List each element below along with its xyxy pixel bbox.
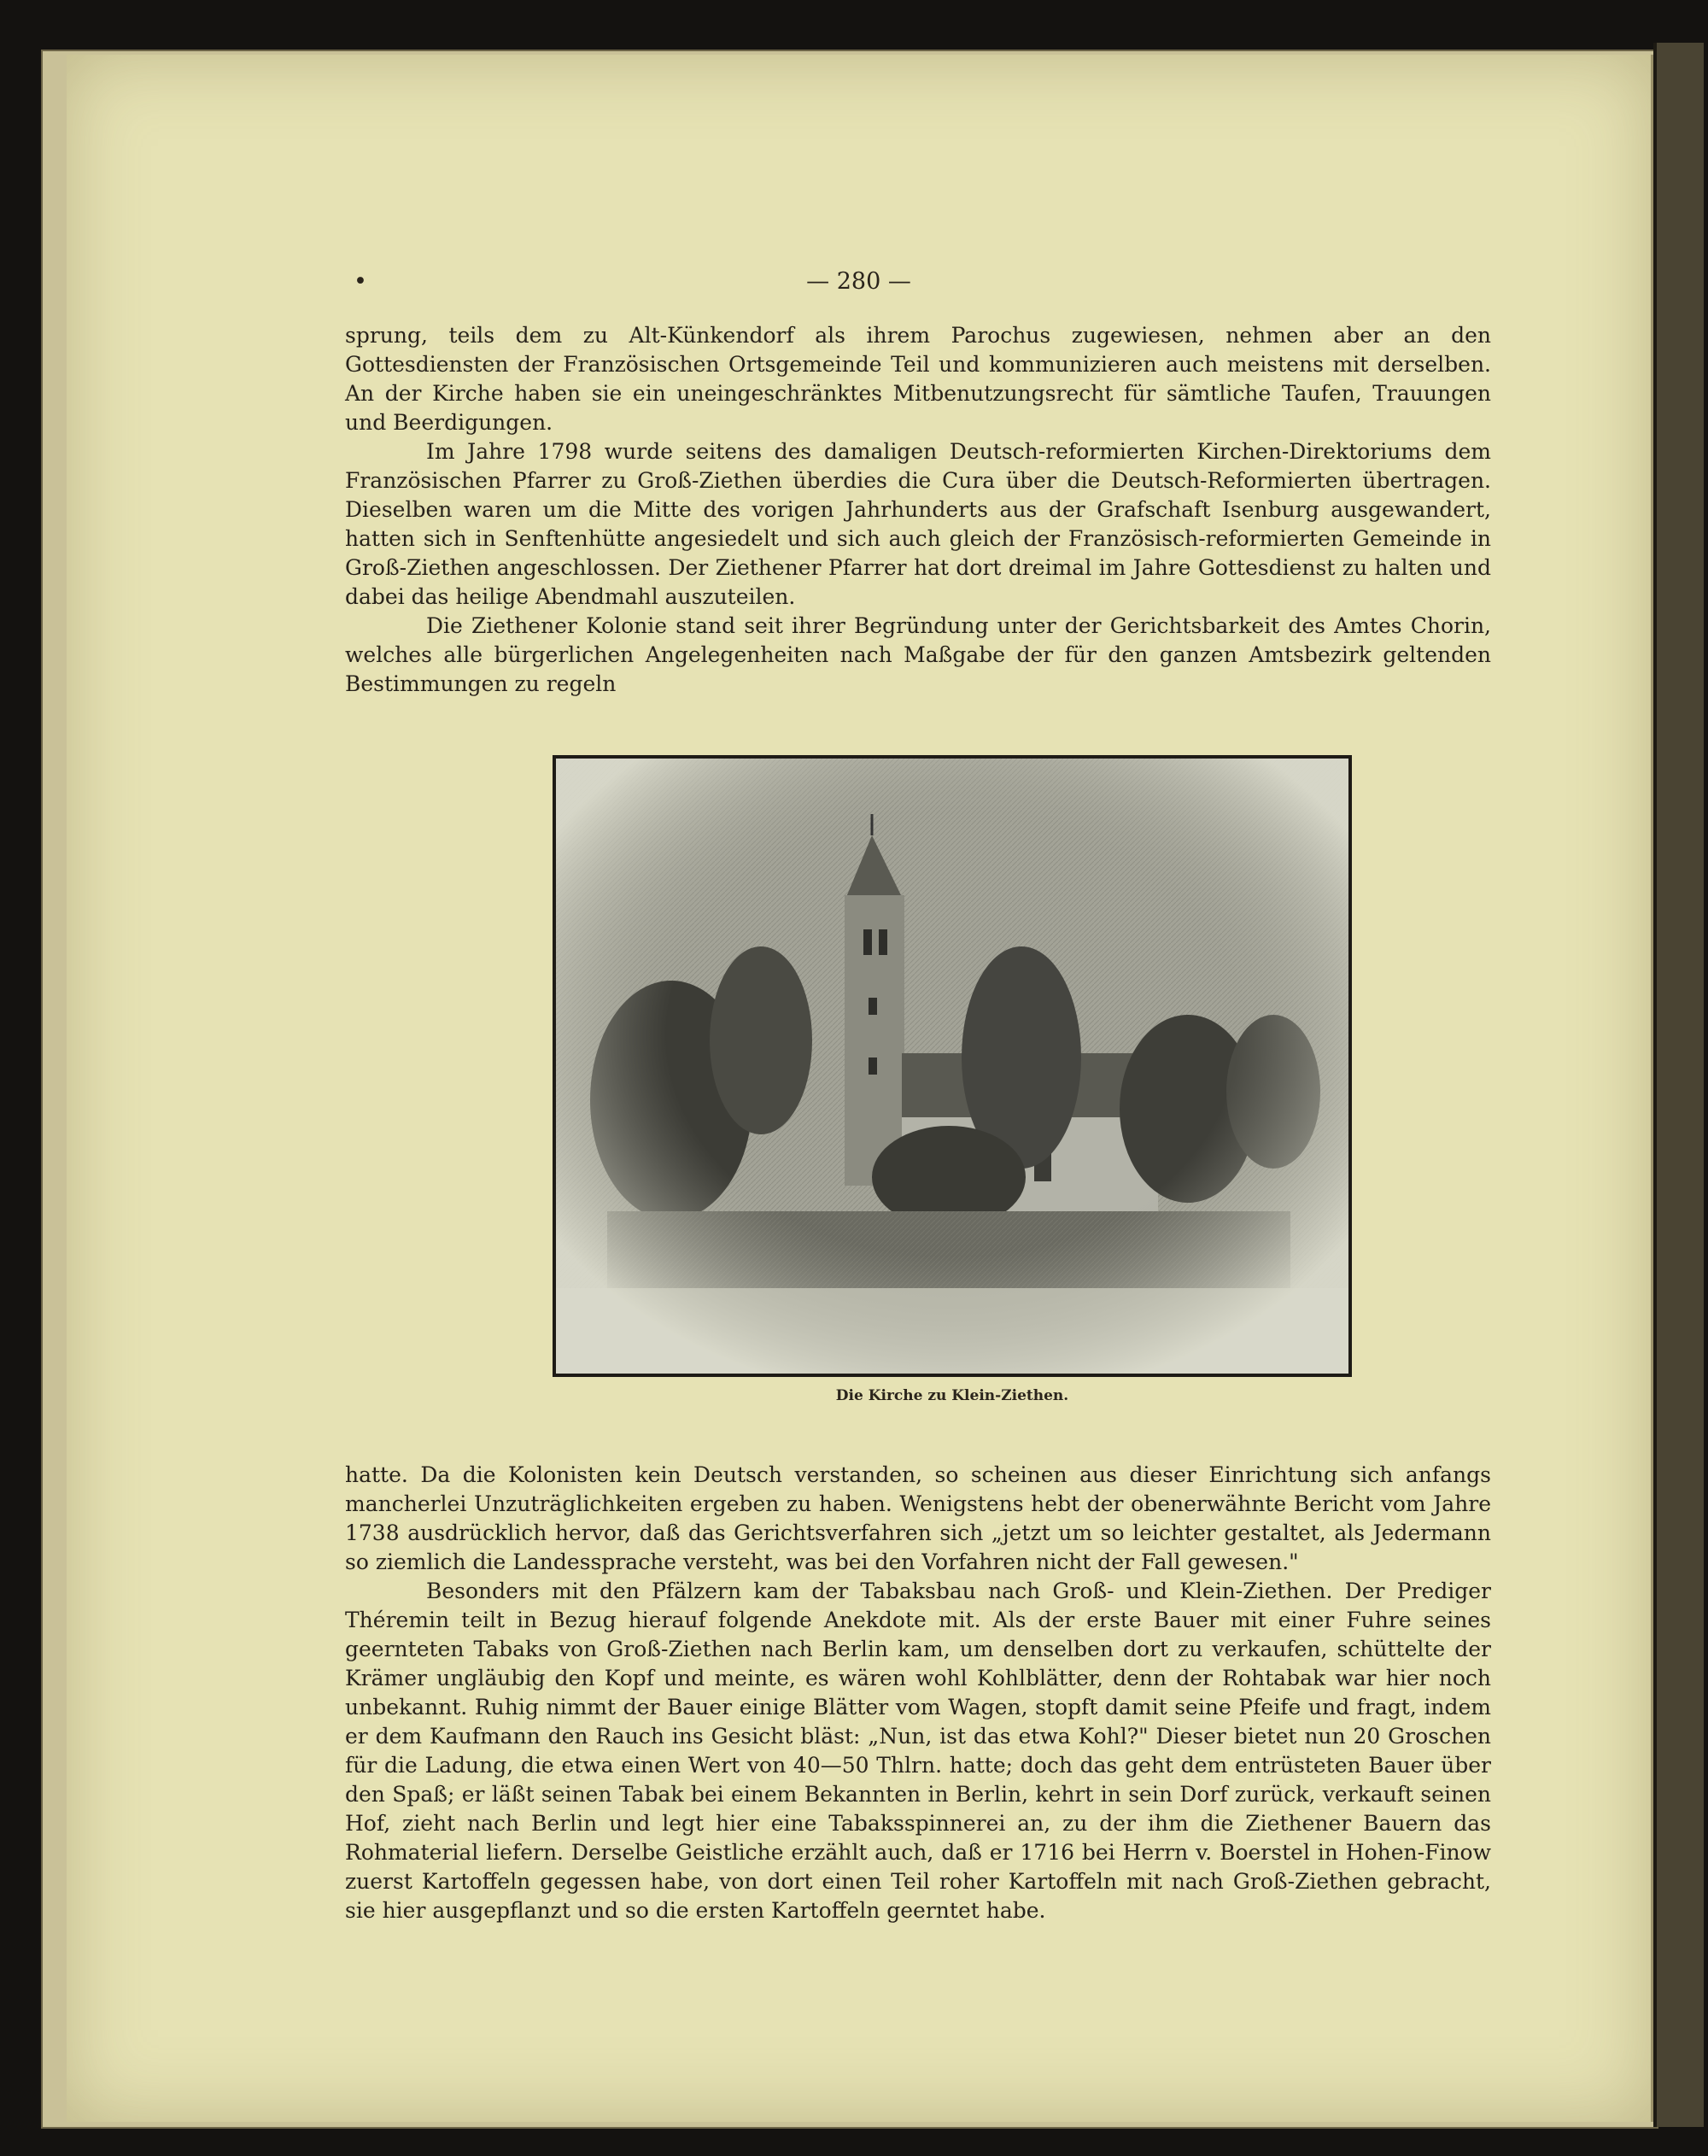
header-mark: • bbox=[354, 268, 367, 295]
church-engraving bbox=[556, 759, 1348, 1374]
page-header bbox=[67, 268, 1651, 295]
church-illustration bbox=[553, 755, 1352, 1377]
paragraph: Die Ziethener Kolonie stand seit ihrer Begründung unter der Gerichtsbarkeit des Amtes Chorin, welches alle bürgerlichen Angelegenheiten nach Maßgabe der für den ganzen Amtsbezirk geltenden Bestimmungen zu regeln bbox=[345, 613, 1491, 696]
text-block-top bbox=[345, 321, 1491, 699]
paragraph: sprung, teils dem zu Alt-Künkendorf als ihrem Parochus zugewiesen, nehmen aber an den Gottesdiensten der Französischen Ortsgemeinde Teil und kommunizieren auch meistens mit derselben. An der Kirche haben sie ein uneingeschränktes Mitbenutzungsrecht für sämtliche Taufen, Trauungen und Beerdigungen. bbox=[345, 323, 1491, 435]
facing-page-edge bbox=[1653, 43, 1704, 2127]
figure-caption: Die Kirche zu Klein-Ziethen. bbox=[835, 1387, 1069, 1404]
text-block-bottom bbox=[345, 1461, 1491, 1925]
book-page bbox=[67, 55, 1653, 2122]
page-number: — 280 — bbox=[806, 268, 911, 295]
paragraph: Besonders mit den Pfälzern kam der Tabaksbau nach Groß- und Klein-Ziethen. Der Prediger Théremin teilt in Bezug hierauf folgende Anekdote mit. Als der erste Bauer mit einer Fuhre seines geernteten Tabaks von Groß-Ziethen nach Berlin kam, um denselben dort zu verkaufen, schüttelte der Krämer ungläubig den Kopf und meinte, es wären wohl Kohlblätter, denn der Rohtabak war hier noch unbekannt. Ruhig nimmt der Bauer einige Blätter vom Wagen, stopft damit seine Pfeife und fragt, indem er dem Kaufmann den Rauch ins Gesicht bläst: „Nun, ist das etwa Kohl?" Dieser bietet nun 20 Groschen für die Ladung, die etwa einen Wert von 40—50 Thlrn. hatte; doch das geht dem entrüsteten Bauer über den Spaß; er läßt seinen Tabak bei einem Bekannten in Berlin, kehrt in sein Dorf zurück, verkauft seinen Hof, zieht nach Berlin und legt hier eine Tabaksspinnerei an, zu der ihm die Ziethener Bauern das Rohmaterial liefern. Derselbe Geistliche erzählt auch, daß er 1716 bei Herrn v. Boerstel in Hohen-Finow zuerst Kartoffeln gegessen habe, von dort einen Teil roher Kartoffeln mit nach Groß-Ziethen gebracht, sie hier ausgepflanzt und so die ersten Kartoffeln geerntet habe. bbox=[345, 1579, 1491, 1923]
paragraph: hatte. Da die Kolonisten kein Deutsch verstanden, so scheinen aus dieser Einrichtung sich anfangs mancherlei Unzuträglichkeiten ergeben zu haben. Wenigstens hebt der obenerwähnte Bericht vom Jahre 1738 ausdrücklich hervor, daß das Gerichtsverfahren sich „jetzt um so leichter gestaltet, als Jedermann so ziemlich die Landessprache versteht, was bei den Vorfahren nicht der Fall gewesen." bbox=[345, 1462, 1491, 1574]
paragraph: Im Jahre 1798 wurde seitens des damaligen Deutsch-reformierten Kirchen-Direktoriums dem Französischen Pfarrer zu Groß-Ziethen überdies die Cura über die Deutsch-Reformierten übertragen. Dieselben waren um die Mitte des vorigen Jahrhunderts aus der Grafschaft Isenburg ausgewandert, hatten sich in Senftenhütte angesiedelt und sich auch gleich der Französisch-reformierten Gemeinde in Groß-Ziethen angeschlossen. Der Ziethener Pfarrer hat dort dreimal im Jahre Gottesdienst zu halten und dabei das heilige Abendmahl auszuteilen. bbox=[345, 439, 1491, 609]
